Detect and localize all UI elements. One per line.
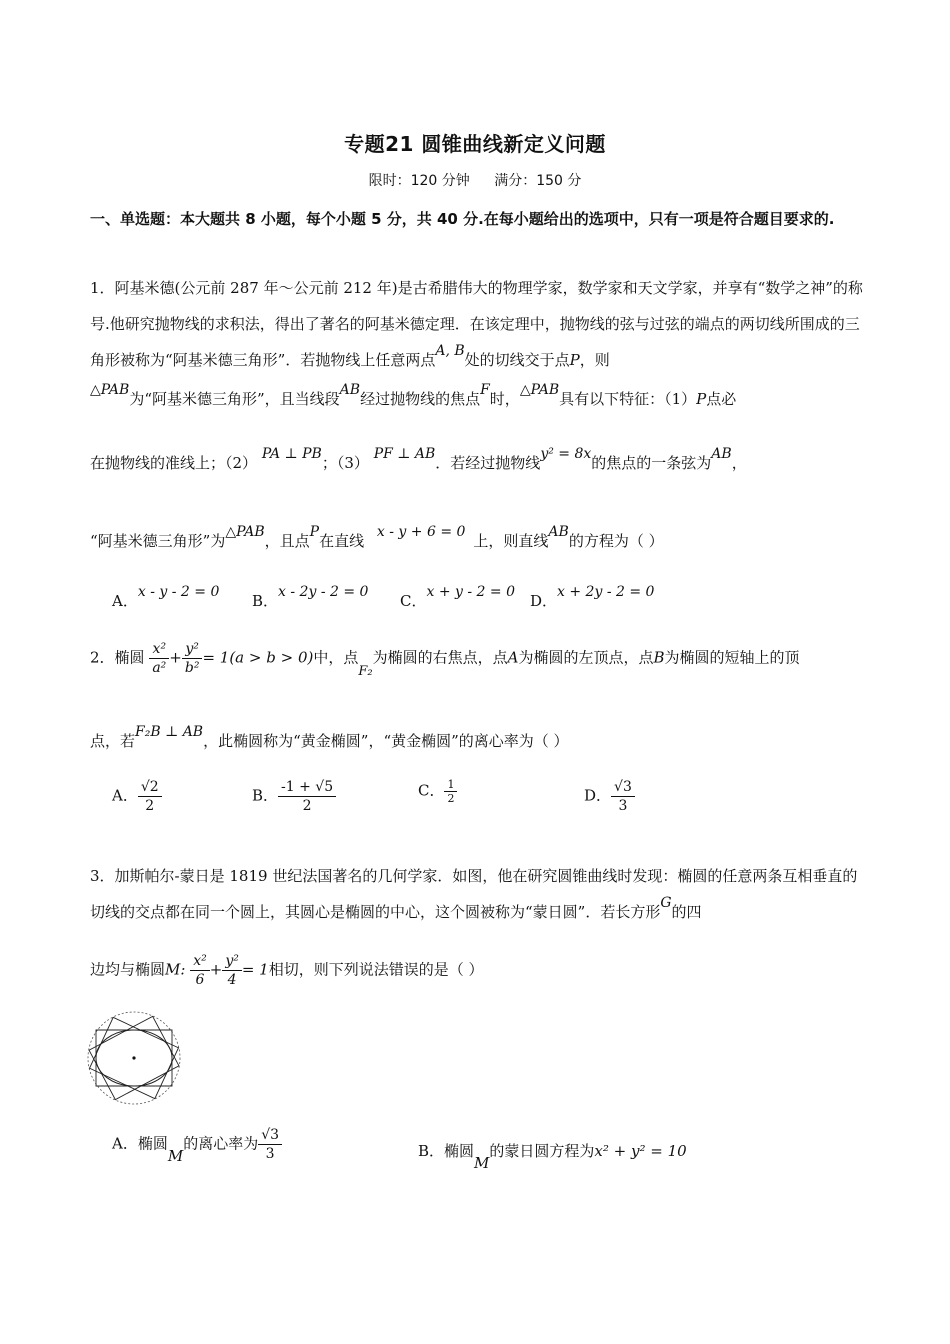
q2-point-b: B	[653, 648, 665, 667]
q1-point-p-3: P	[309, 524, 320, 540]
q3-text-1: 3．加斯帕尔-蒙日是 1819 世纪法国著名的几何学家．如图，他在研究圆锥曲线时发现：椭圆的任意两条互相垂直的切线的交点都在同一个圆上，其圆心是椭圆的中心，这个圆被称为“蒙日圆”．若长方形	[90, 867, 858, 921]
q3-frac-x-num: x²	[190, 952, 210, 971]
q1-option-b-equation: x - 2y - 2 = 0	[278, 584, 369, 600]
q2-option-d[interactable]	[584, 778, 635, 815]
q3-text-2: 的四	[671, 903, 702, 921]
page-subtitle	[0, 170, 950, 190]
q2-frac-y-num: y²	[182, 640, 203, 659]
q1-triangle-pab: △PAB	[90, 382, 130, 398]
q1-line-ab: AB	[548, 524, 569, 540]
q2-point-a: A	[507, 648, 519, 667]
q3-frac-y-num: y²	[222, 952, 242, 971]
q1-option-c-label: C．	[400, 592, 427, 610]
q1-point-p-2: P	[696, 390, 707, 408]
q1-text-18: 的方程为（ ）	[568, 532, 664, 550]
q2-option-b[interactable]	[252, 778, 336, 815]
q3-frac-y	[222, 952, 242, 989]
q2-focus-f2: F₂	[358, 663, 373, 679]
q3-frac-y-den: 4	[227, 972, 237, 988]
q1-text-8: 点必	[706, 390, 737, 408]
q1-option-d-label: D．	[530, 592, 558, 610]
q1-text-5: 经过抛物线的焦点	[360, 390, 481, 408]
q3-option-b-label: B．椭圆	[418, 1142, 475, 1160]
q1-text-7: 具有以下特征：（1）	[559, 390, 697, 408]
q2-option-d-den: 3	[618, 798, 628, 814]
q3-option-a[interactable]	[112, 1126, 282, 1163]
q2-option-c-label: C．	[418, 781, 445, 800]
q1-text-11: ．若经过抛物线	[435, 454, 541, 472]
q2-perp-condition: F₂B ⊥ AB	[135, 724, 204, 740]
question-3-line-3: 边均与椭圆M: $\frac{\text{x²}}{6}$ + $\frac{\text{y²}}{4}$ = 1相切，则下列说法错误的是（ ）	[90, 953, 484, 988]
q1-option-d[interactable]	[530, 584, 655, 611]
q2-text-4: 为椭圆的左顶点，点	[518, 648, 654, 667]
q1-parabola-equation: y² = 8x	[540, 446, 592, 462]
q2-option-a[interactable]	[112, 778, 162, 815]
q3-option-a-num: √3	[258, 1126, 282, 1145]
full-score: 满分：150 分	[494, 173, 582, 189]
q2-option-d-label: D．	[584, 786, 612, 805]
q3-ellipse-eq: = 1	[241, 960, 269, 979]
q1-line-equation: x - y + 6 = 0	[376, 524, 466, 540]
q3-frac-x	[190, 952, 210, 989]
q2-ellipse-frac-x	[149, 640, 169, 677]
question-1-line-4	[90, 446, 747, 473]
q3-option-b-m: M	[474, 1154, 490, 1172]
q2-text-6: 点，若	[90, 732, 136, 750]
q3-ellipse-m: M	[165, 960, 181, 979]
q2-option-a-frac	[138, 778, 162, 815]
question-1-line-5	[90, 524, 664, 551]
q2-option-c-den: 2	[447, 792, 455, 805]
q2-option-c[interactable]	[418, 778, 457, 805]
q2-text-1: 2．椭圆	[90, 648, 145, 667]
q1-text-1: 1．阿基米德(公元前 287 年～公元前 212 年)是古希腊伟大的物理学家，数学家和天文学家，并享有“数学之神”的称号.他研究抛物线的求积法，得出了著名的阿基米德定理．在该定理中，抛物线的弦与过弦的端点的两切线所围成的三角形被称为“阿基米德三角形”．若抛物线上任意两点	[90, 279, 863, 369]
q3-option-b[interactable]	[418, 1140, 687, 1172]
q3-option-a-den: 3	[265, 1146, 275, 1162]
q1-text-9: 在抛物线的准线上；（2）	[90, 454, 258, 472]
q3-option-b-text: 的蒙日圆方程为	[489, 1142, 595, 1160]
q2-option-b-den: 2	[302, 798, 312, 814]
q2-option-b-num: -1 + √5	[278, 778, 336, 797]
q3-colon: :	[180, 960, 186, 979]
q1-text-12: 的焦点的一条弦为	[591, 454, 712, 472]
q1-text-16: 在直线	[319, 532, 365, 550]
q2-option-b-label: B．	[252, 786, 279, 805]
q3-option-b-equation: x² + y² = 10	[594, 1142, 687, 1160]
q2-option-a-den: 2	[145, 798, 155, 814]
q1-option-b[interactable]	[252, 584, 369, 611]
q2-option-c-frac	[444, 778, 457, 805]
q1-option-c[interactable]	[400, 584, 515, 611]
q2-frac-x-den: a²	[152, 660, 167, 676]
q1-text-13: ，	[731, 454, 747, 472]
q2-frac-x-num: x²	[149, 640, 169, 659]
q3-frac-x-den: 6	[195, 972, 205, 988]
q2-option-a-num: √2	[138, 778, 162, 797]
question-1-line-3	[90, 382, 737, 409]
q3-text-3: 边均与椭圆	[90, 960, 166, 979]
q1-option-d-equation: x + 2y - 2 = 0	[557, 584, 655, 600]
q1-triangle-pab-2: △PAB	[519, 382, 560, 398]
q1-pf-perp-ab: PF ⊥ AB	[373, 446, 436, 462]
q1-pa-perp-pb: PA ⊥ PB	[261, 446, 322, 462]
q3-rectangle-g: G	[660, 895, 672, 911]
center-point	[132, 1056, 135, 1059]
q3-option-a-text: 的离心率为	[183, 1134, 259, 1153]
page-title: 专题21 圆锥曲线新定义问题	[344, 132, 606, 156]
q1-text-17: 上，则直线	[473, 532, 549, 550]
q3-option-a-m: M	[167, 1146, 184, 1165]
section-heading-single-choice: 一、单选题：本大题共 8 小题，每个小题 5 分，共 40 分.在每小题给出的选项中，只有一项是符合题目要求的.	[90, 210, 835, 228]
q1-text-3: ，则	[579, 351, 610, 369]
q2-text-7: ，此椭圆称为“黄金椭圆”，“黄金椭圆”的离心率为（ ）	[203, 732, 569, 750]
q1-option-a[interactable]	[112, 584, 220, 611]
q2-frac-y-den: b²	[184, 660, 200, 676]
q3-option-a-label: A．椭圆	[112, 1134, 168, 1153]
q2-text-2: 中，点	[313, 648, 359, 667]
q2-option-d-num: √3	[611, 778, 635, 797]
q2-text-5: 为椭圆的短轴上的顶	[664, 648, 800, 667]
q2-option-c-num: 1	[444, 778, 457, 792]
q2-ellipse-condition: = 1(a > b > 0)	[202, 648, 314, 667]
q2-ellipse-frac-y	[182, 640, 203, 677]
q2-text-3: 为椭圆的右焦点，点	[372, 648, 508, 667]
q1-focus-f: F	[480, 382, 490, 398]
q1-option-c-equation: x + y - 2 = 0	[426, 584, 515, 600]
q1-triangle-pab-3: △PAB	[225, 524, 265, 540]
q1-text-10: ；（3）	[321, 454, 369, 472]
q1-chord-ab: AB	[711, 446, 732, 462]
q1-text-2: 处的切线交于点	[464, 351, 570, 369]
q2-option-d-frac	[611, 778, 635, 815]
q2-option-a-label: A．	[112, 786, 138, 805]
question-2-line-2	[90, 724, 569, 751]
q1-text-14: “阿基米德三角形”为	[90, 532, 226, 550]
q2-option-b-frac	[278, 778, 336, 815]
q3-text-4: 相切，则下列说法错误的是（ ）	[268, 960, 484, 979]
monge-circle-diagram	[84, 1008, 184, 1108]
q1-segment-ab: AB	[339, 382, 361, 398]
question-3-intro	[90, 858, 870, 931]
q1-option-a-label: A．	[112, 592, 138, 610]
time-limit: 限时：120 分钟	[368, 173, 470, 189]
q1-points-ab: A, B	[435, 343, 465, 359]
q1-option-a-equation: x - y - 2 = 0	[137, 584, 220, 600]
q3-option-a-frac	[258, 1126, 282, 1163]
q1-text-4: 为“阿基米德三角形”，且当线段	[129, 390, 340, 408]
q1-text-6: 时，	[489, 390, 520, 408]
question-1-intro	[90, 270, 870, 379]
q1-point-p: P	[569, 351, 580, 369]
q1-option-b-label: B．	[252, 592, 279, 610]
q1-text-15: ，且点	[264, 532, 310, 550]
question-2-line-1: 2．椭圆 $\frac{\text{x²}}{\text{a²}}$ + $\frac{\text{y²}}{\text{b²}}$ = 1(a > b > 0)中，点F₂为椭圆的右焦点，点A为椭圆的左顶点，点B为椭圆的短轴上的顶	[90, 641, 800, 679]
